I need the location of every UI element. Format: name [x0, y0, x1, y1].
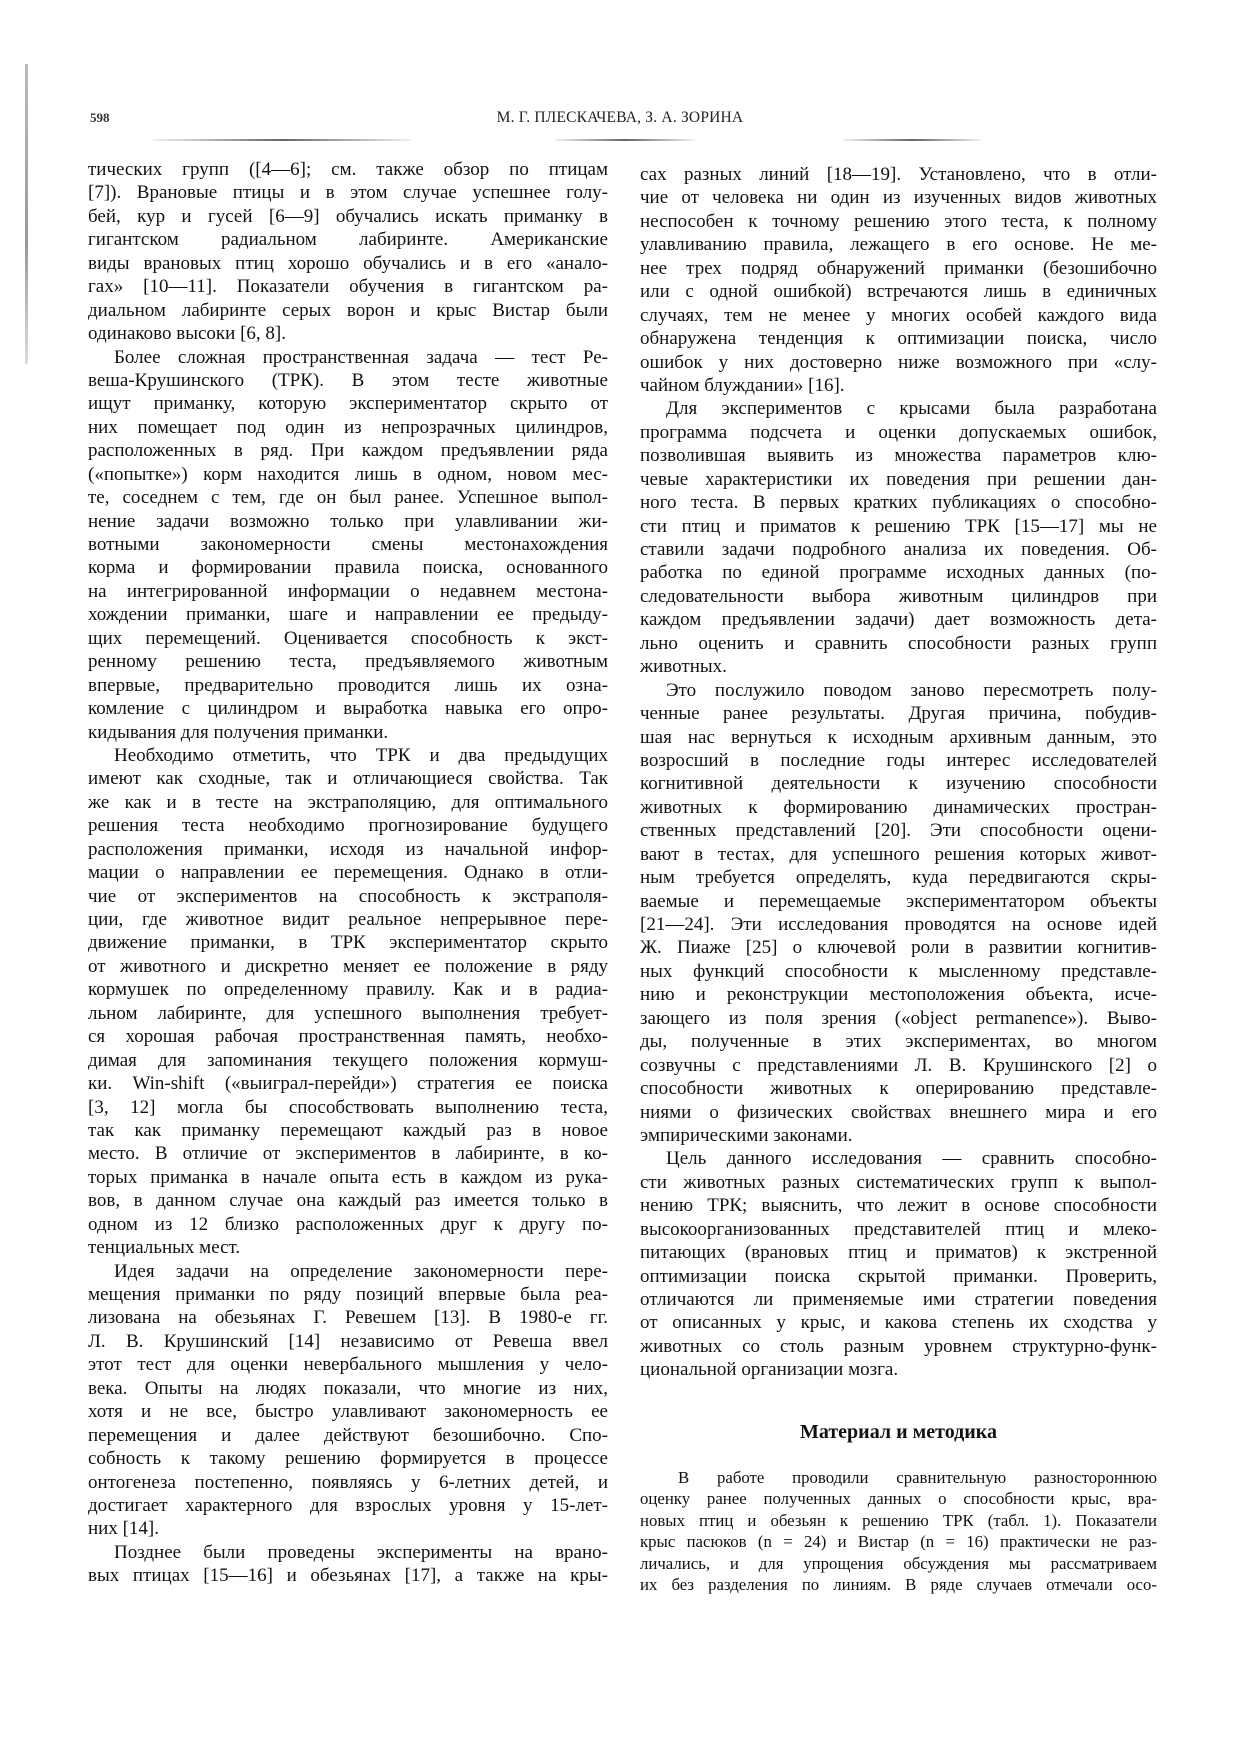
text-line: ным требуется определять, куда передвигаются скры-: [640, 867, 1157, 889]
text-line: ных функций способности к мысленному представле-: [640, 960, 1157, 982]
text-line: от животного и дискретно меняет ее положение в ряду: [88, 955, 608, 977]
text-line: каждом предъявлении задачи) дает возможность дета-: [640, 609, 1157, 631]
text-line: неспособен к точному решению этого теста, к полному: [640, 210, 1157, 232]
text-line: виды врановых птиц хорошо обучались и в его «анало-: [88, 252, 608, 274]
text-line: ошибок у них достоверно ниже возможного при «слу-: [640, 351, 1157, 373]
text-line: вотными закономерности смены местонахождения: [88, 534, 608, 555]
text-line: или с одной ошибкой) встречаются лишь в единичных: [640, 281, 1157, 303]
paragraph: [88, 1260, 608, 1541]
text-line: от описанных у крыс, и какова степень их сходства у: [640, 1312, 1157, 1334]
text-line: хождении приманки, шаге и направлении ее предыду-: [88, 604, 608, 626]
text-line: ного теста. В первых кратких публикациях о способно-: [640, 492, 1157, 514]
paragraph: [640, 163, 1157, 397]
text-line: новых птиц и обезьян к решению ТРК (табл. 1). Показатели: [640, 1510, 1157, 1530]
text-line: мещения приманки по ряду позиций впервые была реа-: [88, 1284, 608, 1305]
text-line: [3, 12] могла бы способствовать выполнению теста,: [88, 1096, 608, 1118]
text-line: собность к такому решению формируется в процессе: [88, 1448, 608, 1470]
text-line: способности животных к оперированию представле-: [640, 1078, 1157, 1100]
paragraph: [640, 1147, 1157, 1381]
text-line: этот тест для оценки невербального мышления у чело-: [88, 1354, 608, 1376]
text-line: животных со столь разным уровнем структурно-функ-: [640, 1335, 1157, 1357]
text-line: следовательности выбора животным цилиндров при: [640, 585, 1157, 607]
text-line: же как и в тесте на экстраполяцию, для оптимального: [88, 791, 608, 813]
text-line: имеют как сходные, так и отличающиеся свойства. Так: [88, 768, 608, 790]
section-heading: Материал и методика: [800, 1421, 997, 1443]
text-line: расположенных в ряд. При каждом предъявлении ряда: [88, 440, 608, 462]
text-line: ставили задачи подробного анализа их поведения. Об-: [640, 539, 1157, 560]
text-line: возросший в последние годы интерес исследователей: [640, 749, 1157, 771]
right-column: [640, 163, 1157, 1382]
text-line: эмпирическими законами.: [640, 1124, 853, 1146]
text-line: сти животных разных систематических групп к выпол-: [640, 1171, 1157, 1193]
text-line: лизована на обезьянах Г. Ревешем [13]. В 1980-е гг.: [88, 1307, 608, 1329]
text-line: («попытке») корм находится лишь в одном, новом мес-: [88, 463, 608, 485]
text-line: впервые, предварительно проводится лишь их озна-: [88, 674, 608, 696]
text-line: когнитивной деятельности к изучению способности: [640, 773, 1157, 795]
text-line: крыс пасюков (n = 24) и Вистар (n = 16) практически не раз-: [640, 1532, 1157, 1552]
text-line: Для экспериментов с крысами была разработана: [666, 398, 1157, 420]
text-line: [21—24]. Эти исследования проводятся на основе идей: [640, 914, 1157, 935]
text-line: хотя и не все, быстро улавливают закономерность ее: [88, 1401, 608, 1423]
text-line: Позднее были проведены эксперименты на врано-: [114, 1541, 608, 1563]
text-line: работка по единой программе исходных данных (по-: [640, 562, 1157, 584]
text-line: программа подсчета и оценки допускаемых ошибок,: [640, 421, 1157, 443]
text-line: кидывания для получения приманки.: [88, 721, 389, 743]
text-line: расположения приманки, исходя из начальной инфор-: [88, 838, 608, 860]
text-line: века. Опыты на людях показали, что многие из них,: [88, 1377, 608, 1399]
header-rule: [843, 139, 982, 141]
paragraph: [88, 346, 608, 744]
text-line: бей, кур и гусей [6—9] обучались искать приманку в: [88, 205, 608, 227]
text-line: ки. Win-shift («выиграл-перейди») стратегия ее поиска: [88, 1073, 608, 1095]
header-rule: [153, 139, 411, 141]
text-line: решения теста необходимо прогнозирование будущего: [88, 815, 608, 837]
text-line: животных к формированию динамических простран-: [640, 796, 1157, 818]
text-line: одном из 12 близко расположенных друг к другу по-: [88, 1213, 608, 1235]
text-line: Необходимо отметить, что ТРК и два предыдущих: [114, 744, 608, 766]
text-line: их без разделения по линиям. В ряде случаев отмечали осо-: [640, 1574, 1157, 1594]
text-line: нению ТРК; выяснить, что лежит в основе способности: [640, 1195, 1157, 1217]
text-line: димая для запоминания текущего положения кормуш-: [88, 1049, 608, 1071]
text-line: отличаются ли применяемые ими стратегии поведения: [640, 1289, 1157, 1310]
text-line: те, соседнем с тем, где он был ранее. Успешное выпол-: [88, 487, 608, 509]
text-line: мации о направлении ее перемещения. Однако в отли-: [88, 862, 608, 884]
text-line: гах» [10—11]. Показатели обучения в гигантском ра-: [88, 276, 608, 298]
text-line: на интегрированной информации о недавнем местона-: [88, 580, 608, 602]
text-line: обнаружена тенденция к оптимизации поиска, число: [640, 328, 1157, 350]
text-line: чевые характеристики их поведения при решении дан-: [640, 468, 1157, 490]
text-line: кормушек по определенному правилу. Как и в радиа-: [88, 979, 608, 1001]
text-line: высокоорганизованных представителей птиц и млеко-: [640, 1218, 1157, 1240]
text-line: достигает характерного для взрослых уровня у 15-лет-: [88, 1494, 608, 1516]
text-line: вают в тестах, для успешного решения которых живот-: [640, 843, 1157, 865]
paragraph: [88, 158, 608, 346]
text-line: ственных представлений [20]. Эти способности оцени-: [640, 820, 1157, 842]
text-line: щих перемещений. Оценивается способность к экст-: [88, 627, 608, 649]
text-line: зающего из поля зрения («object permanence»). Выво-: [640, 1007, 1157, 1029]
paragraph: [88, 1541, 608, 1588]
text-line: сах разных линий [18—19]. Установлено, что в отли-: [640, 164, 1157, 185]
text-line: ченные ранее результаты. Другая причина, побудив-: [640, 703, 1157, 725]
text-line: нию и реконструкции местоположения объекта, исче-: [640, 984, 1157, 1006]
text-line: тенциальных мест.: [88, 1237, 241, 1259]
text-line: ды, полученные в этих экспериментах, во многом: [640, 1031, 1157, 1053]
header-rule: [555, 139, 695, 141]
text-line: Цель данного исследования — сравнить способно-: [666, 1148, 1157, 1170]
paragraph: [88, 744, 608, 1260]
text-line: оценку ранее полученных данных о способности крыс, вра-: [640, 1489, 1157, 1509]
text-line: льно оценить и сравнить способности разных групп: [640, 632, 1157, 654]
text-line: [7]). Врановые птицы и в этом случае успешнее голу-: [88, 182, 608, 204]
paragraph: [640, 397, 1157, 678]
text-line: них помещает под один из непрозрачных цилиндров,: [88, 416, 608, 438]
text-line: гигантском радиальном лабиринте. Американские: [88, 229, 608, 251]
text-line: одинаково высоки [6, 8].: [88, 323, 286, 345]
text-line: вых птицах [15—16] и обезьянах [17], а также на кры-: [88, 1565, 608, 1587]
text-line: них [14].: [88, 1518, 159, 1540]
paragraph: [640, 679, 1157, 1148]
text-line: движение приманки, в ТРК экспериментатор скрыто: [88, 932, 608, 954]
text-line: перемещения и далее действуют безошибочно. Спо-: [88, 1424, 608, 1446]
text-line: нее трех подряд обнаружений приманки (безошибочно: [640, 257, 1157, 279]
text-line: позволившая выявить из множества параметров клю-: [640, 445, 1157, 467]
text-line: нение задачи возможно только при улавливании жи-: [88, 510, 608, 532]
text-line: вов, в данном случае она каждый раз имеется только в: [88, 1190, 608, 1212]
text-line: онтогенеза постепенно, появляясь у 6-летних детей, и: [88, 1471, 608, 1493]
text-line: случаях, тем не менее у многих особей каждого вида: [640, 304, 1157, 326]
page-number: 598: [90, 110, 110, 125]
text-line: чие от экспериментов на способность к экстраполя-: [88, 885, 608, 907]
text-line: ниями о физических свойствах внешнего мира и его: [640, 1101, 1157, 1123]
text-line: чие от человека ни один из изученных видов животных: [640, 187, 1157, 209]
text-line: циональной организации мозга.: [640, 1359, 899, 1381]
text-line: ся хорошая рабочая пространственная память, необхо-: [88, 1026, 608, 1048]
text-line: так как приманку перемещают каждый раз в новое: [88, 1119, 608, 1141]
text-line: чайном блуждании» [16].: [640, 374, 845, 396]
text-line: диальном лабиринте серых ворон и крыс Вистар были: [88, 299, 608, 321]
text-line: ции, где животное видит реальное непрерывное пере-: [88, 909, 608, 930]
text-line: Это послужило поводом заново пересмотреть полу-: [666, 679, 1157, 701]
text-line: питающих (врановых птиц и приматов) к экстренной: [640, 1242, 1157, 1264]
text-line: корма и формировании правила поиска, основанного: [88, 557, 608, 579]
text-line: тических групп ([4—6]; см. также обзор по птицам: [88, 159, 608, 180]
text-line: льном лабиринте, для успешного выполнения требует-: [88, 1002, 608, 1024]
text-line: личались, и для упрощения обсуждения мы рассматриваем: [640, 1553, 1157, 1573]
text-line: оптимизации поиска скрытой приманки. Проверить,: [640, 1265, 1157, 1287]
text-line: В работе проводили сравнительную разностороннюю: [678, 1468, 1157, 1487]
left-column: [88, 158, 608, 1588]
text-line: сти птиц и приматов к решению ТРК [15—17] мы не: [640, 515, 1157, 537]
text-line: веша-Крушинского (ТРК). В этом тесте животные: [88, 369, 608, 391]
text-line: ищут приманку, которую экспериментатор скрыто от: [88, 393, 608, 415]
text-line: торых приманка в начале опыта есть в каждом из рука-: [88, 1166, 608, 1188]
text-line: Л. В. Крушинский [14] независимо от Ревеша ввел: [88, 1330, 608, 1352]
text-line: ваемые и перемещаемые экспериментатором объекты: [640, 890, 1157, 912]
text-line: Ж. Пиаже [25] о ключевой роли в развитии когнитив-: [640, 937, 1157, 959]
text-line: Идея задачи на определение закономерности пере-: [114, 1260, 608, 1282]
text-line: Более сложная пространственная задача — тест Ре-: [114, 346, 608, 368]
text-line: шая нас вернуться к исходным архивным данным, это: [640, 726, 1157, 748]
text-line: улавливанию правила, лежащего в его основе. Не ме-: [640, 234, 1157, 256]
text-line: комление с цилиндром и выработка навыка его опро-: [88, 698, 608, 720]
running-header-authors: М. Г. ПЛЕСКАЧЕВА, З. А. ЗОРИНА: [496, 109, 744, 126]
paragraph: [640, 1467, 1157, 1595]
text-line: ренному решению теста, предъявляемого животным: [88, 651, 608, 673]
text-line: животных.: [640, 656, 727, 678]
text-line: созвучны с представлениями Л. В. Крушинского [2] о: [640, 1054, 1157, 1076]
text-line: место. В отличие от экспериментов в лабиринте, в ко-: [88, 1143, 608, 1165]
methods-section-body: [640, 1467, 1157, 1595]
